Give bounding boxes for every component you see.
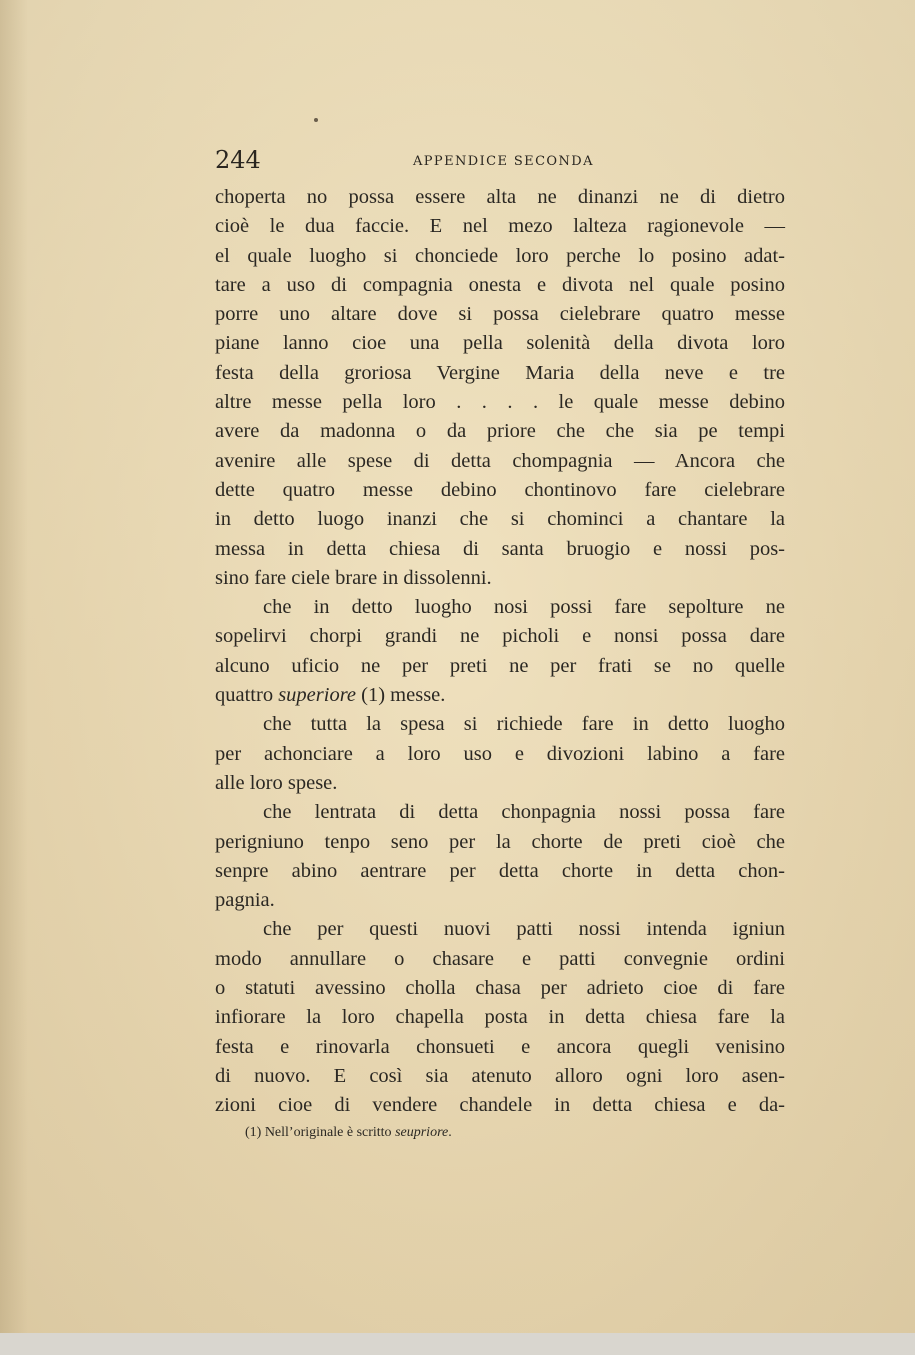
- paragraph-0: [215, 183, 785, 593]
- text-line: piane lanno cioe una pella solenità della divota loro: [215, 332, 785, 355]
- paragraph-3: [215, 798, 785, 915]
- text-line: in detto luogo inanzi che si chominci a chantare la: [215, 508, 785, 531]
- text-line: [215, 681, 785, 710]
- text-line: che in detto luogho nosi possi fare sepolture ne: [263, 596, 785, 619]
- footnote: [245, 1125, 452, 1141]
- text-line: infiorare la loro chapella posta in detta chiesa fare la: [215, 1006, 785, 1029]
- text-line: tare a uso di compagnia onesta e divota nel quale posino: [215, 273, 785, 296]
- text-line: che per questi nuovi patti nossi intenda igniun: [263, 918, 785, 941]
- text-line: festa della groriosa Vergine Maria della neve e tre: [215, 361, 785, 384]
- page-header: [215, 146, 785, 176]
- footnote-italic-word: seupriore: [395, 1125, 449, 1140]
- running-head: APPENDICE SECONDA: [413, 154, 594, 169]
- text-line: per achonciare a loro uso e divozioni labino a fare: [215, 742, 785, 765]
- text-line: o statuti avessino cholla chasa per adrieto cioe di fare: [215, 977, 785, 1000]
- page-number: 244: [215, 146, 261, 174]
- text-fragment: (1) messe.: [356, 684, 446, 707]
- italic-word: superiore: [278, 684, 357, 707]
- text-line: che lentrata di detta chonpagnia nossi possa fare: [263, 801, 785, 824]
- text-line: di nuovo. E così sia atenuto alloro ogni loro asen-: [215, 1064, 785, 1087]
- text-line: messa in detta chiesa di santa bruogio e nossi pos-: [215, 537, 785, 560]
- text-line: che tutta la spesa si richiede fare in detto luogho: [263, 713, 785, 736]
- text-line: cioè le dua faccie. E nel mezo lalteza ragionevole —: [215, 215, 785, 238]
- text-line: modo annullare o chasare e patti convegnie ordini: [215, 947, 785, 970]
- text-line: el quale luogho si chonciede loro perche lo posino adat-: [215, 244, 785, 267]
- body-text: [215, 183, 785, 1121]
- text-line: altre messe pella loro . . . . le quale messe debino: [215, 391, 785, 414]
- text-line: zioni cioe di vendere chandele in detta chiesa e da-: [215, 1094, 785, 1117]
- text-line: festa e rinovarla chonsueti e ancora quegli venisino: [215, 1035, 785, 1058]
- text-line: porre uno altare dove si possa cielebrare quatro messe: [215, 303, 785, 326]
- paragraph-1: [215, 593, 785, 710]
- text-line: dette quatro messe debino chontinovo fare cielebrare: [215, 478, 785, 501]
- text-line: pagnia.: [215, 889, 275, 912]
- ink-speck: [314, 118, 318, 122]
- paragraph-4: [215, 915, 785, 1120]
- text-line: sino fare ciele brare in dissolenni.: [215, 566, 492, 589]
- paragraph-2: [215, 710, 785, 798]
- text-line: alle loro spese.: [215, 771, 338, 794]
- footnote-end: .: [448, 1125, 452, 1140]
- text-line: sopelirvi chorpi grandi ne picholi e nonsi possa dare: [215, 625, 785, 648]
- footnote-text: (1) Nell’originale è scritto: [245, 1125, 396, 1140]
- text-line: avenire alle spese di detta chompagnia — Ancora che: [215, 449, 785, 472]
- text-line: alcuno uficio ne per preti ne per frati se no quelle: [215, 654, 785, 677]
- text-line: senpre abino aentrare per detta chorte in detta chon-: [215, 859, 785, 882]
- text-line: choperta no possa essere alta ne dinanzi ne di dietro: [215, 186, 785, 208]
- text-fragment: quattro: [215, 684, 279, 707]
- text-line: avere da madonna o da priore che che sia pe tempi: [215, 420, 785, 443]
- text-line: perigniuno tenpo seno per la chorte de preti cioè che: [215, 830, 785, 853]
